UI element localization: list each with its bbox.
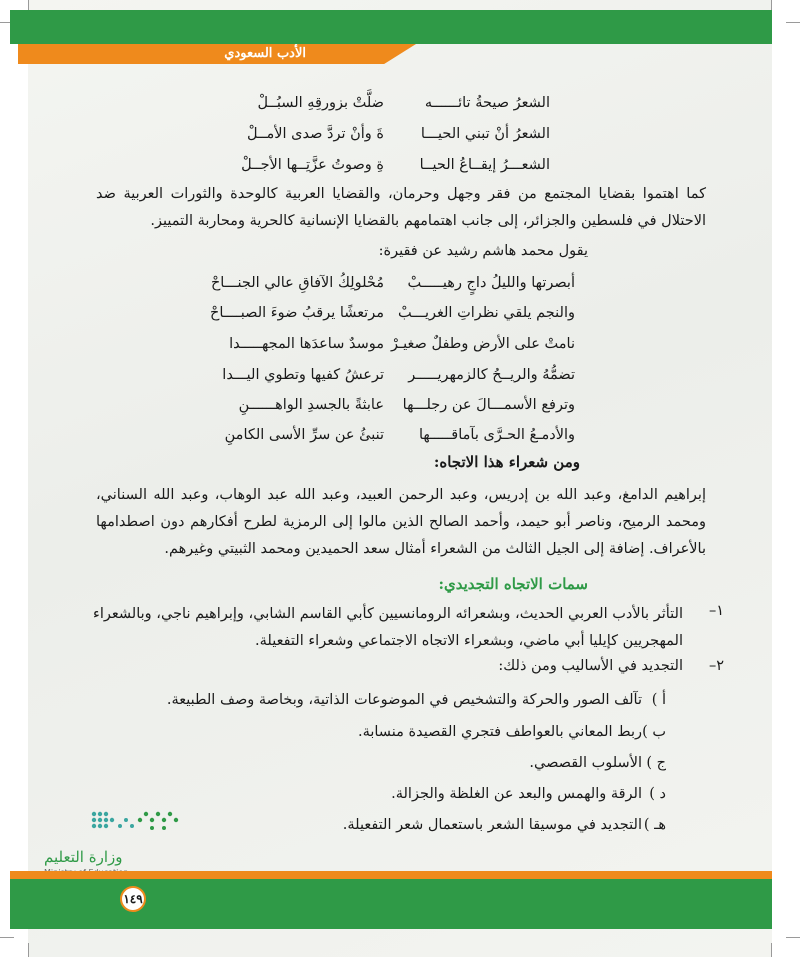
poem1-line-1-right: الشعرُ صيحةُ تائــــــه [424, 95, 550, 111]
poem2-line-2-left: مرتعشًا يرقبُ ضوءَ الصبــــاحْ [210, 305, 384, 321]
poem2-line-3-left: موسدٌ ساعدَها المجهـــــدا [229, 336, 384, 352]
crop-mark [0, 937, 14, 938]
poem2-line-5-right: وترفع الأسمـــالَ عن رجلـــها [402, 397, 575, 413]
header-title: الأدب السعودي [224, 46, 306, 61]
poem1-line-2-left: ةَ وأنْ تردَّ صدى الأمــلْ [246, 126, 384, 142]
poem2-line-1-right: أبصرتها والليلُ داجٍ رهيـــــبْ [407, 275, 575, 291]
poem2-intro: يقول محمد هاشم رشيد عن فقيرة: [378, 243, 588, 259]
poets-heading: ومن شعراء هذا الاتجاه: [433, 453, 580, 471]
header-green-bar [10, 10, 772, 44]
poem1-line-2-right: الشعرُ أنْ تبني الحيـــا [420, 126, 550, 142]
paragraph-1: كما اهتموا بقضايا المجتمع من فقر وجهل وحرمان، والقضايا العربية كالوحدة والثورات العربية ضد الاحتلال في فلسطين والجزائر، إلى جانب اهتمامهم بالقضايا الإنسانية كالحرية ومحاربة التمييز. [96, 186, 706, 229]
poem1-line-3-left: ةِ وصوتُ عزَّتِــها الأجــلْ [241, 157, 384, 173]
poem1-line-1-left: ضلَّتْ بزورقِهِ السبُــلْ [257, 95, 384, 111]
subitem-label: هـ ) [643, 817, 666, 833]
section-heading: سمات الاتجاه التجديدي: [438, 575, 588, 593]
poem2-line-2-right: والنجم يلقي نظراتِ الغريـــبْ [398, 305, 575, 321]
poem2-line-6-right: والأدمـعُ الحـرَّى بآماقـــــها [418, 427, 575, 443]
subitem-label: أ ) [651, 692, 666, 708]
subitem-label: د ) [649, 786, 666, 802]
subitem-text: تآلف الصور والحركة والتشخيص في الموضوعات الذاتية، وبخاصة وصف الطبيعة. [166, 692, 642, 708]
item-1-number: ١– [708, 603, 724, 619]
poem2-line-3-right: نامتْ على الأرض وطفلٌ صغيـرْ [390, 336, 575, 352]
poem2-line-5-left: عابثةً بالجسدِ الواهــــــنِ [238, 397, 384, 413]
crop-mark [786, 937, 800, 938]
crop-mark [28, 943, 29, 957]
poem2-line-1-left: مُحْلولِكُ الآفاقِ عالي الجنـــاحْ [210, 275, 384, 291]
subitem-text: الرقة والهمس والبعد عن الغلظة والجزالة. [391, 786, 642, 802]
ministry-logo-icon [88, 806, 183, 838]
footer-orange-strip [10, 871, 772, 879]
page-number: ١٤٩ [123, 892, 143, 906]
subitem-label: ج ) [646, 755, 666, 771]
subitem-text: التجديد في موسيقا الشعر باستعمال شعر التفعيلة. [342, 817, 642, 833]
subitem-text: ربط المعاني بالعواطف فتجري القصيدة منسابة. [357, 724, 642, 740]
poem2-line-4-right: تضمُّهُ والريــحُ كالزمهريـــــر [408, 367, 575, 383]
subitem-text: الأسلوب القصصي. [529, 755, 642, 771]
item-2-text: التجديد في الأساليب ومن ذلك: [498, 658, 683, 674]
poem1-line-3-right: الشعـــرُ إيقــاعُ الحيــا [419, 157, 550, 173]
poem2-line-6-left: تنبئُ عن سرِّ الأسى الكامنِ [224, 427, 384, 443]
crop-mark [771, 943, 772, 957]
crop-mark [786, 22, 800, 23]
item-2-number: ٢– [708, 658, 724, 674]
poem2-line-4-left: ترعشُ كفيها وتطوي اليـــدا [222, 367, 384, 383]
ministry-name-arabic: وزارة التعليم [44, 848, 123, 866]
paragraph-2: إبراهيم الدامغ، وعبد الله بن إدريس، وعبد الرحمن العبيد، وعبد الله عبد الوهاب، وعبد الله السناني، ومحمد الرميح، وناصر أبو حيمد، وأحمد الصالح الذين مالوا إلى الرمزية لطرح أفكارهم دون اصطدامها بالأعراف. إضافة إلى الجيل الثالث من الشعراء أمثال سعد الحميدين ومحمد الثبيتي وغيرهم. [96, 487, 706, 557]
item-1-text: التأثر بالأدب العربي الحديث، وبشعرائه الرومانسيين كأبي القاسم الشابي، وإبراهيم ناجي، وبالشعراء المهجريين كإيليا أبي ماضي، وبشعراء الاتجاه الاجتماعي وشعراء التفعيلة. [93, 606, 683, 649]
subitem-label: ب ) [642, 724, 666, 740]
